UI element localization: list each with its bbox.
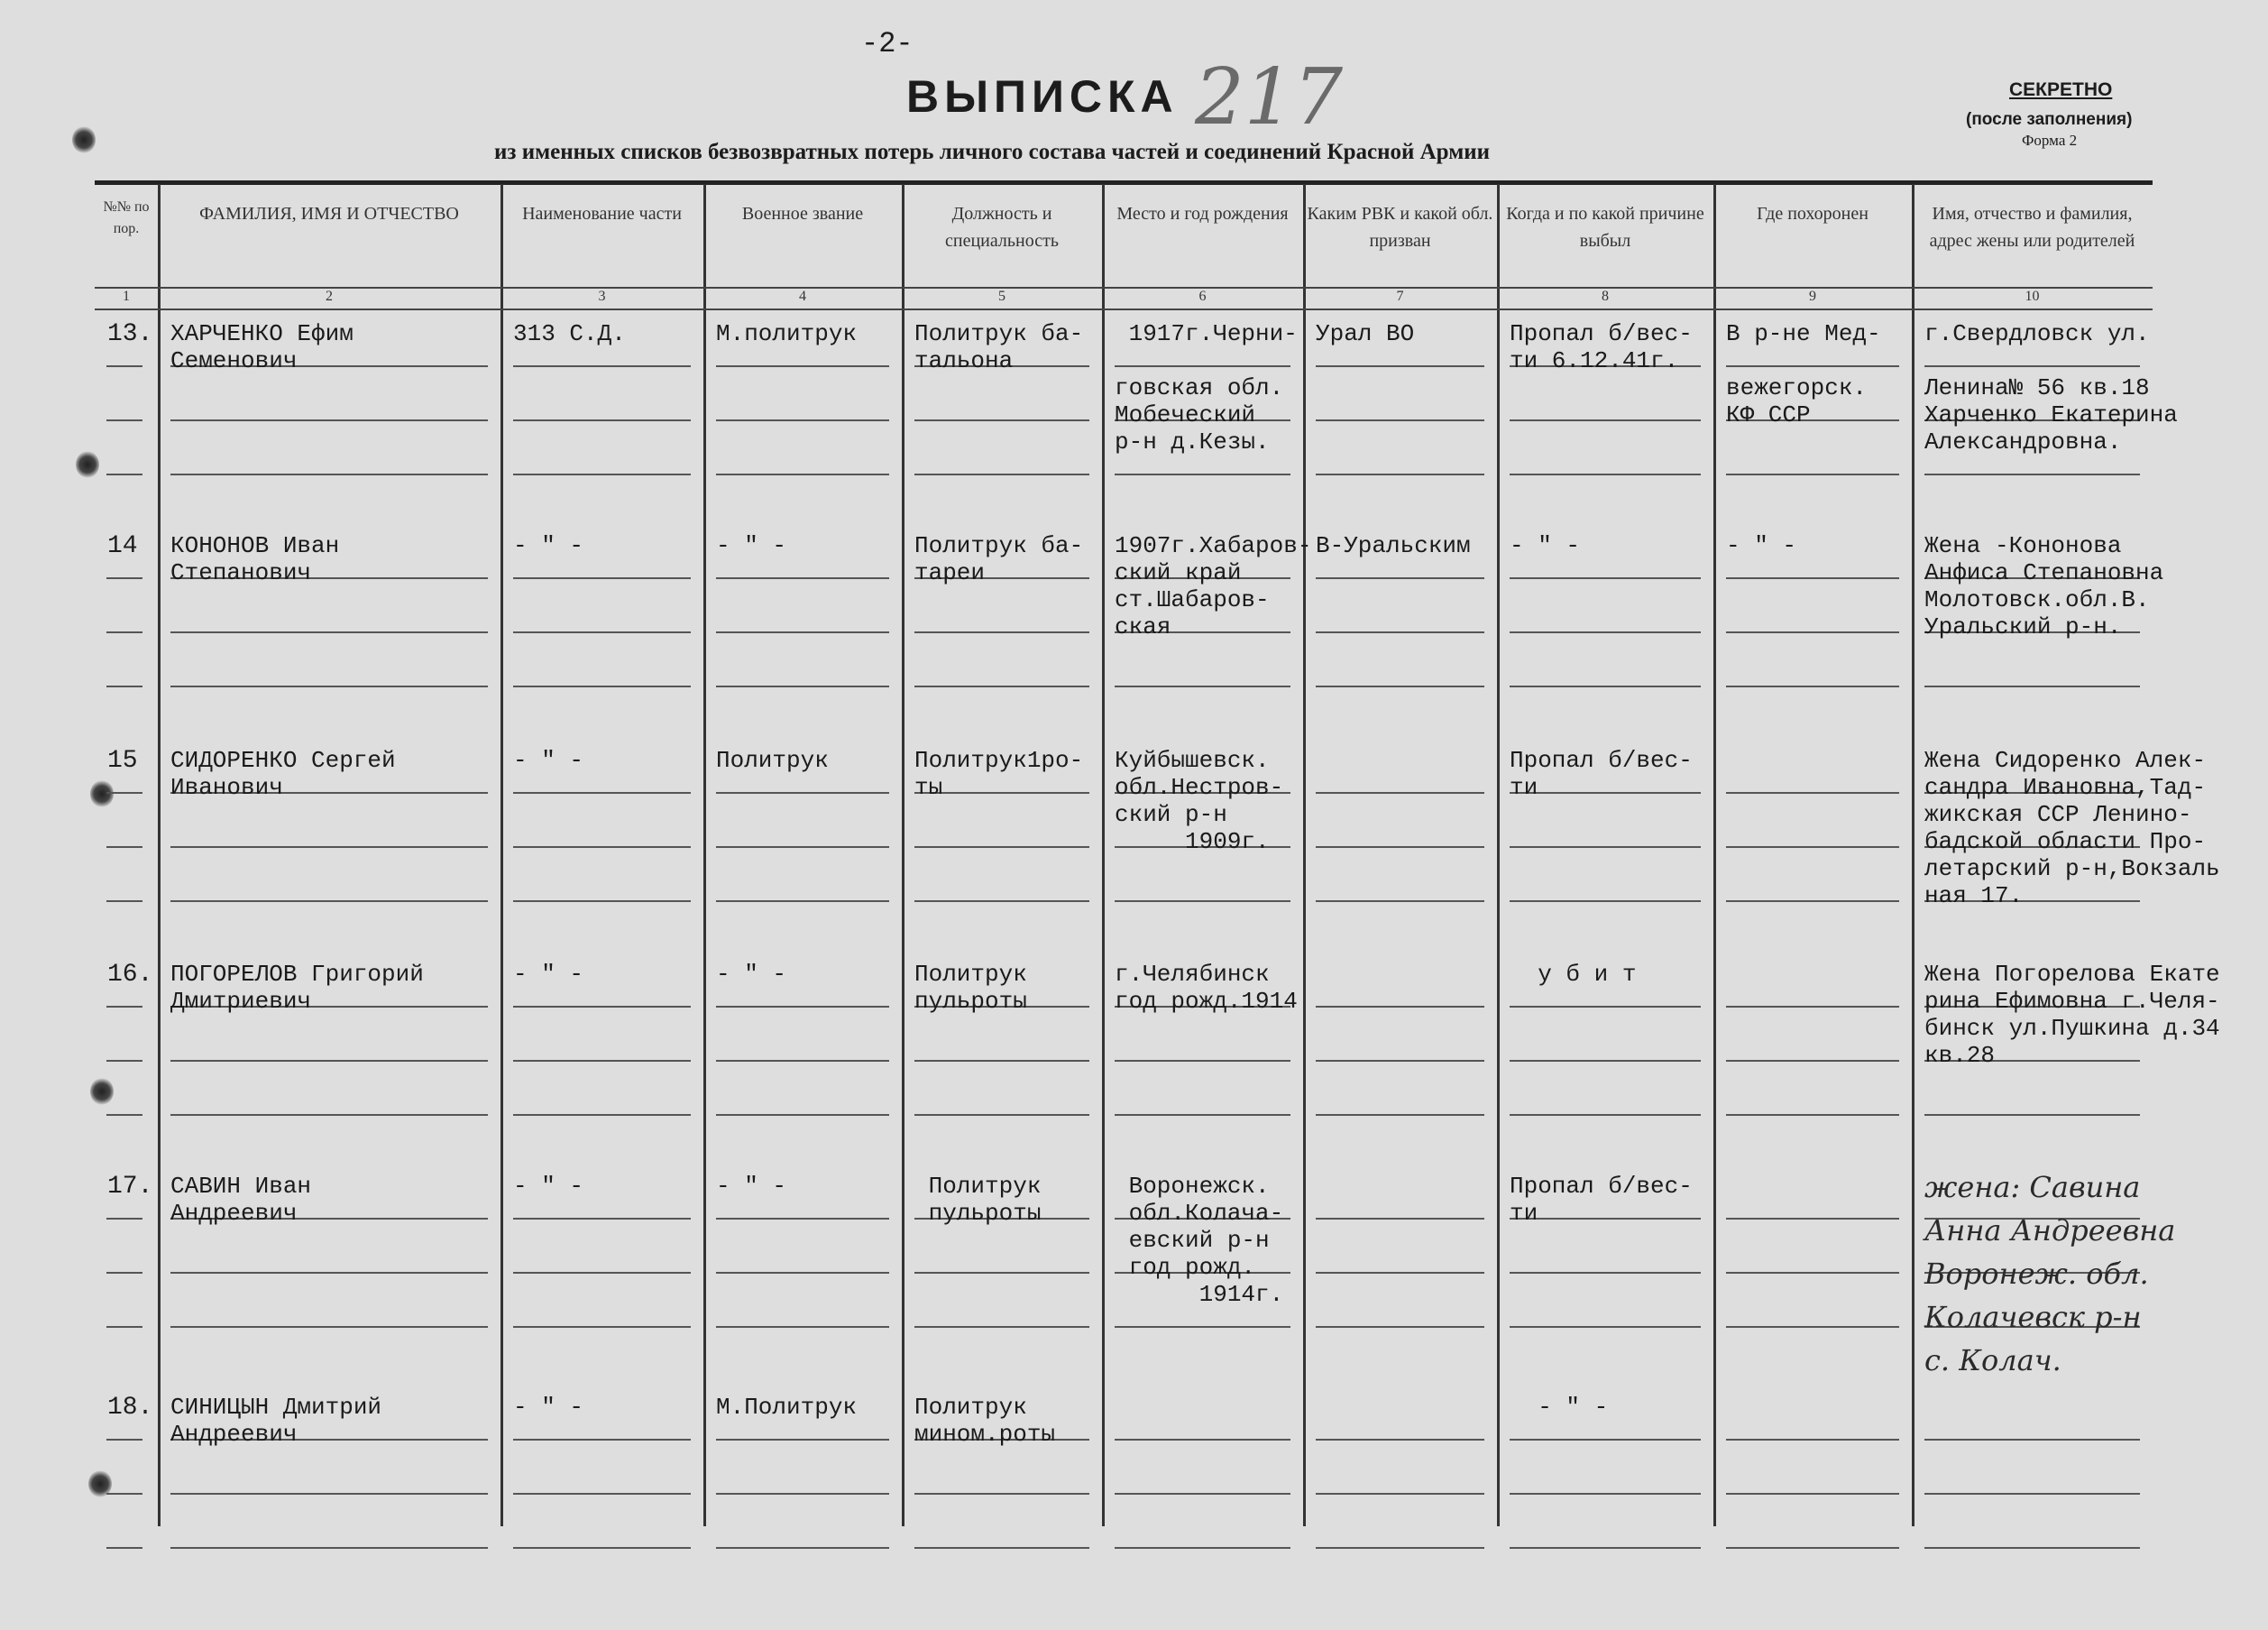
ruled-line xyxy=(170,846,488,848)
ruled-line xyxy=(1316,1547,1484,1549)
cell-rvk: В-Уральским xyxy=(1316,532,1471,559)
cell-reason: - " - xyxy=(1510,532,1581,559)
ruled-line xyxy=(1316,1114,1484,1116)
ruled-line xyxy=(513,474,691,475)
ruled-line xyxy=(170,631,488,633)
column-header: Имя, отчество и фамилия, адрес жены или родителей xyxy=(1929,204,2135,251)
ruled-line xyxy=(1726,792,1899,794)
ruled-line xyxy=(914,1547,1089,1549)
ruled-line xyxy=(106,1547,142,1549)
ruled-line xyxy=(106,846,142,848)
ruled-line xyxy=(1115,1547,1290,1549)
column-header: Военное звание xyxy=(741,204,864,224)
ruled-line xyxy=(106,1272,142,1274)
ruled-line xyxy=(1115,1326,1290,1328)
ruled-line xyxy=(716,1439,889,1441)
ruled-line xyxy=(106,792,142,794)
ruled-line xyxy=(716,1218,889,1220)
ruled-line xyxy=(1726,1326,1899,1328)
ruled-line xyxy=(1726,846,1899,848)
column-divider xyxy=(1303,184,1306,1526)
ruled-line xyxy=(1924,474,2140,475)
cell-unit: - " - xyxy=(513,1394,584,1421)
cell-rank: Политрук xyxy=(716,747,829,774)
column-number: 2 xyxy=(326,289,333,304)
ruled-line xyxy=(106,686,142,687)
ruled-line xyxy=(914,1272,1089,1274)
ruled-line xyxy=(1510,419,1701,421)
ruled-line xyxy=(106,1326,142,1328)
ruled-line xyxy=(1510,846,1701,848)
cell-rank: М.Политрук xyxy=(716,1394,858,1421)
ruled-line xyxy=(914,1326,1089,1328)
ruled-line xyxy=(513,1272,691,1274)
ruled-line xyxy=(106,1060,142,1062)
ruled-line xyxy=(1115,474,1290,475)
ruled-line xyxy=(106,1114,142,1116)
cell-rank: - " - xyxy=(716,961,787,988)
cell-position: Политрук1ро- ты xyxy=(914,747,1084,801)
column-header: Место и год рождения xyxy=(1116,204,1289,224)
row-number: 16. xyxy=(107,961,153,989)
column-number-rule xyxy=(95,309,2153,310)
ruled-line xyxy=(1510,900,1701,902)
column-number: 1 xyxy=(123,289,130,304)
ruled-line xyxy=(1316,686,1484,687)
ruled-line xyxy=(106,1218,142,1220)
handwritten-number: 217 xyxy=(1195,52,1344,143)
ruled-line xyxy=(1510,1114,1701,1116)
ruled-line xyxy=(513,1326,691,1328)
ruled-line xyxy=(106,365,142,367)
ruled-line xyxy=(1924,1493,2140,1495)
row-number: 17. xyxy=(107,1173,153,1201)
ruled-line xyxy=(1726,1493,1899,1495)
ruled-line xyxy=(716,365,889,367)
column-number: 10 xyxy=(2025,289,2040,304)
ruled-line xyxy=(716,419,889,421)
column-divider xyxy=(500,184,503,1526)
cell-position: Политрук ба- тареи xyxy=(914,532,1084,586)
cell-unit: 313 С.Д. xyxy=(513,320,626,347)
column-number: 7 xyxy=(1396,289,1404,304)
cell-unit: - " - xyxy=(513,747,584,774)
ruled-line xyxy=(1510,1006,1701,1008)
ruled-line xyxy=(716,1114,889,1116)
column-header: №№ по пор. xyxy=(103,199,150,236)
ruled-line xyxy=(1115,1060,1290,1062)
column-number: 8 xyxy=(1602,289,1609,304)
ruled-line xyxy=(170,1326,488,1328)
ruled-line xyxy=(1115,1493,1290,1495)
ruled-line xyxy=(513,846,691,848)
ruled-line xyxy=(1726,1439,1899,1441)
column-header: Должность и специальность xyxy=(945,204,1059,251)
ruled-line xyxy=(716,1493,889,1495)
cell-reason: Пропал б/вес- ти xyxy=(1510,1173,1693,1227)
after-filling-note: (после заполнения) xyxy=(1966,110,2133,129)
column-number: 6 xyxy=(1198,289,1207,304)
ruled-line xyxy=(914,1114,1089,1116)
ruled-line xyxy=(1726,631,1899,633)
cell-birth: г.Челябинск год рожд.1914 xyxy=(1115,961,1298,1015)
column-divider xyxy=(1102,184,1105,1526)
ruled-line xyxy=(513,1547,691,1549)
ruled-line xyxy=(1726,1218,1899,1220)
cell-relatives: Жена -Кононова Анфиса Степановна Молотовск.обл.В. Уральский р-н. xyxy=(1924,532,2164,640)
column-number: 3 xyxy=(598,289,606,304)
ruled-line xyxy=(1726,686,1899,687)
cell-position: Политрук мином.роты xyxy=(914,1394,1056,1448)
column-header: ФАМИЛИЯ, ИМЯ И ОТЧЕСТВО xyxy=(199,204,459,224)
ruled-line xyxy=(1924,1439,2140,1441)
document-title: ВЫПИСКА xyxy=(906,71,1179,122)
ruled-line xyxy=(513,1006,691,1008)
cell-name: СИДОРЕНКО Сергей Иванович xyxy=(170,747,396,801)
column-header: Каким РВК и какой обл. призван xyxy=(1307,204,1493,251)
ruled-line xyxy=(106,1006,142,1008)
column-divider xyxy=(902,184,904,1526)
ruled-line xyxy=(513,792,691,794)
column-divider xyxy=(158,184,161,1526)
ruled-line xyxy=(170,1114,488,1116)
cell-reason: у б и т xyxy=(1510,961,1637,988)
ruled-line xyxy=(1115,1439,1290,1441)
ruled-line xyxy=(1510,577,1701,579)
ruled-line xyxy=(106,1439,142,1441)
ruled-line xyxy=(513,631,691,633)
column-header: Наименование части xyxy=(522,204,682,224)
cell-rvk: Урал ВО xyxy=(1316,320,1415,347)
ruled-line xyxy=(1316,1006,1484,1008)
ruled-line xyxy=(1316,365,1484,367)
ruled-line xyxy=(914,631,1089,633)
cell-relatives: г.Свердловск ул. Ленина№ 56 кв.18 Харченко Екатерина Александровна. xyxy=(1924,320,2178,456)
cell-rank: - " - xyxy=(716,1173,787,1200)
ruled-line xyxy=(716,1326,889,1328)
ruled-line xyxy=(106,474,142,475)
cell-rank: М.политрук xyxy=(716,320,858,347)
row-number: 15 xyxy=(107,747,138,775)
secret-stamp: СЕКРЕТНО xyxy=(2009,79,2113,100)
ruled-line xyxy=(513,900,691,902)
ruled-line xyxy=(1726,474,1899,475)
form-number: Форма 2 xyxy=(2022,132,2078,149)
ruled-line xyxy=(1510,1493,1701,1495)
cell-birth: 1917г.Черни- говская обл. Мобеческий р-н д.Кезы. xyxy=(1115,320,1298,456)
ruled-line xyxy=(716,1060,889,1062)
ruled-line xyxy=(513,1114,691,1116)
ruled-line xyxy=(1316,1060,1484,1062)
cell-reason: Пропал б/вес- ти xyxy=(1510,747,1693,801)
ruled-line xyxy=(1316,846,1484,848)
ruled-line xyxy=(1316,577,1484,579)
ruled-line xyxy=(513,1439,691,1441)
ruled-line xyxy=(1726,577,1899,579)
ruled-line xyxy=(1726,1547,1899,1549)
ruled-line xyxy=(1510,1547,1701,1549)
ruled-line xyxy=(716,474,889,475)
ruled-line xyxy=(1510,631,1701,633)
ruled-line xyxy=(1510,686,1701,687)
ruled-line xyxy=(1510,1060,1701,1062)
ruled-line xyxy=(1115,900,1290,902)
ruled-line xyxy=(106,631,142,633)
ruled-line xyxy=(1316,1439,1484,1441)
ruled-line xyxy=(513,1218,691,1220)
cell-name: СИНИЦЫН Дмитрий Андреевич xyxy=(170,1394,382,1448)
ruled-line xyxy=(716,792,889,794)
ruled-line xyxy=(716,577,889,579)
column-number: 9 xyxy=(1809,289,1816,304)
ruled-line xyxy=(106,1493,142,1495)
column-number: 5 xyxy=(998,289,1005,304)
cell-birth: 1907г.Хабаров- ский край ст.Шабаров- ская xyxy=(1115,532,1312,640)
ruled-line xyxy=(170,474,488,475)
ruled-line xyxy=(1726,900,1899,902)
ruled-line xyxy=(914,1060,1089,1062)
document-subtitle: из именных списков безвозвратных потерь личного состава частей и соединений Красной Армии xyxy=(494,140,1491,164)
ruled-line xyxy=(1924,1114,2140,1116)
cell-position: Политрук пульроты xyxy=(928,1173,1042,1227)
ruled-line xyxy=(513,686,691,687)
ruled-line xyxy=(170,900,488,902)
ruled-line xyxy=(914,686,1089,687)
cell-relatives: Жена Сидоренко Алек- сандра Ивановна,Тад- жикская ССР Ленино- бадской области Про- летарский р-н,Вокзаль ная 17. xyxy=(1924,747,2220,909)
cell-reason: - " - xyxy=(1510,1394,1609,1421)
column-divider xyxy=(703,184,706,1526)
ruled-line xyxy=(170,419,488,421)
ruled-line xyxy=(716,631,889,633)
cell-unit: - " - xyxy=(513,532,584,559)
ruled-line xyxy=(1510,1439,1701,1441)
cell-birth: Воронежск. обл.Колача- евский р-н год рожд. 1914г. xyxy=(1128,1173,1284,1308)
ruled-line xyxy=(513,1493,691,1495)
ruled-line xyxy=(1726,1114,1899,1116)
ruled-line xyxy=(170,1272,488,1274)
ruled-line xyxy=(1316,900,1484,902)
ruled-line xyxy=(1316,1493,1484,1495)
ruled-line xyxy=(170,1493,488,1495)
handwritten-relatives: жена: Савина Анна Андреевна Воронеж. обл. Колачевск р-н с. Колач. xyxy=(1924,1170,2176,1377)
cell-name: КОНОНОВ Иван Степанович xyxy=(170,532,340,586)
column-divider xyxy=(1713,184,1716,1526)
cell-birth: Куйбышевск. обл.Нестров- ский р-н 1909г. xyxy=(1115,747,1284,855)
ruled-line xyxy=(914,1493,1089,1495)
ruled-line xyxy=(1316,474,1484,475)
cell-unit: - " - xyxy=(513,1173,584,1200)
ruled-line xyxy=(1726,1006,1899,1008)
row-number: 13. xyxy=(107,320,153,348)
row-number: 14 xyxy=(107,532,138,560)
ruled-line xyxy=(914,419,1089,421)
ruled-line xyxy=(1510,1326,1701,1328)
ruled-line xyxy=(513,419,691,421)
ruled-line xyxy=(1115,1114,1290,1116)
cell-position: Политрук ба- тальона xyxy=(914,320,1084,374)
table-top-border xyxy=(95,180,2153,185)
column-divider xyxy=(1912,184,1914,1526)
cell-name: ХАРЧЕНКО Ефим Семенович xyxy=(170,320,354,374)
ruled-line xyxy=(170,686,488,687)
ruled-line xyxy=(170,1060,488,1062)
ruled-line xyxy=(914,846,1089,848)
ruled-line xyxy=(716,1272,889,1274)
ruled-line xyxy=(513,577,691,579)
ruled-line xyxy=(1726,1272,1899,1274)
cell-rank: - " - xyxy=(716,532,787,559)
ruled-line xyxy=(1316,1326,1484,1328)
ruled-line xyxy=(1510,1272,1701,1274)
cell-unit: - " - xyxy=(513,961,584,988)
ruled-line xyxy=(106,419,142,421)
row-number: 18. xyxy=(107,1394,153,1422)
ruled-line xyxy=(1316,631,1484,633)
ruled-line xyxy=(914,900,1089,902)
ruled-line xyxy=(1924,686,2140,687)
cell-position: Политрук пульроты xyxy=(914,961,1027,1015)
page-number: -2- xyxy=(861,27,914,60)
ruled-line xyxy=(716,846,889,848)
cell-buried: - " - xyxy=(1726,532,1797,559)
column-divider xyxy=(1497,184,1500,1526)
ruled-line xyxy=(1510,474,1701,475)
column-header: Где похоронен xyxy=(1757,204,1869,224)
cell-name: САВИН Иван Андреевич xyxy=(170,1173,312,1227)
ruled-line xyxy=(716,686,889,687)
ruled-line xyxy=(1115,686,1290,687)
cell-buried: В р-не Мед- вежегорск. КФ ССР xyxy=(1726,320,1881,428)
ruled-line xyxy=(513,365,691,367)
ruled-line xyxy=(106,900,142,902)
ruled-line xyxy=(1924,1547,2140,1549)
ruled-line xyxy=(106,577,142,579)
cell-reason: Пропал б/вес- ти 6.12.41г. xyxy=(1510,320,1693,374)
ruled-line xyxy=(716,1547,889,1549)
ruled-line xyxy=(170,1547,488,1549)
ruled-line xyxy=(1316,792,1484,794)
ruled-line xyxy=(716,900,889,902)
cell-name: ПОГОРЕЛОВ Григорий Дмитриевич xyxy=(170,961,424,1015)
column-number: 4 xyxy=(799,289,806,304)
ruled-line xyxy=(1726,1060,1899,1062)
ruled-line xyxy=(513,1060,691,1062)
ruled-line xyxy=(914,474,1089,475)
ruled-line xyxy=(716,1006,889,1008)
ruled-line xyxy=(1316,419,1484,421)
cell-relatives: Жена Погорелова Екате рина Ефимовна г.Челя- бинск ул.Пушкина д.34 кв.28 xyxy=(1924,961,2220,1069)
column-header: Когда и по какой причине выбыл xyxy=(1506,204,1704,251)
ruled-line xyxy=(1316,1218,1484,1220)
ruled-line xyxy=(1316,1272,1484,1274)
